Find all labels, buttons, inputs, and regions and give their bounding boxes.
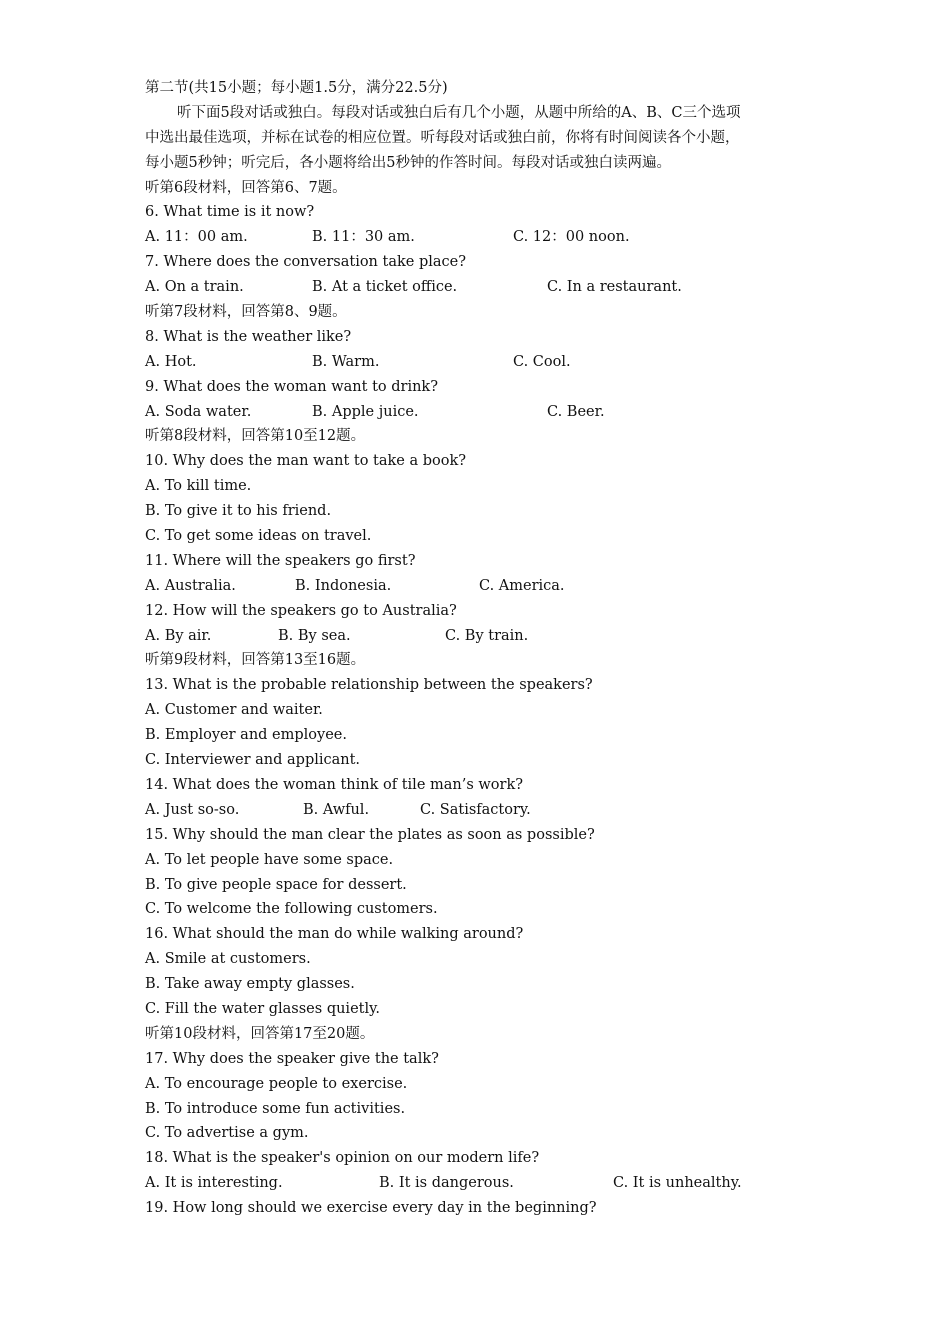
option-c: C. America.: [479, 577, 565, 594]
question-9-options: [145, 400, 845, 425]
question-7-stem: 7. Where does the conversation take place?: [145, 254, 466, 271]
question-16-option-a: A. Smile at customers.: [145, 951, 311, 968]
part-heading-9: 听第9段材料，回答第13至16题。: [145, 652, 366, 669]
question-11-options: [145, 574, 845, 599]
question-8-options: [145, 350, 845, 375]
question-11-stem: 11. Where will the speakers go first?: [145, 552, 416, 569]
option-b: B. By sea.: [278, 627, 351, 644]
option-c: C. It is unhealthy.: [613, 1175, 742, 1192]
option-c: C. 12：00 noon.: [513, 229, 630, 246]
question-10-stem: 10. Why does the man want to take a book?: [145, 453, 467, 470]
option-c: C. In a restaurant.: [547, 279, 682, 296]
question-17-option-b: B. To introduce some fun activities.: [145, 1100, 406, 1117]
question-8-stem: 8. What is the weather like?: [145, 328, 352, 345]
option-c: C. By train.: [445, 627, 529, 644]
question-16-option-b: B. Take away empty glasses.: [145, 976, 355, 993]
question-6-stem: 6. What time is it now?: [145, 204, 315, 221]
question-13-option-c: C. Interviewer and applicant.: [145, 752, 361, 769]
question-15-option-b: B. To give people space for dessert.: [145, 876, 407, 893]
question-12-stem: 12. How will the speakers go to Australia?: [145, 602, 457, 619]
question-17-option-c: C. To advertise a gym.: [145, 1125, 309, 1142]
question-10-option-a: A. To kill time.: [145, 478, 252, 495]
question-15-stem: 15. Why should the man clear the plates as soon as possible?: [145, 826, 595, 843]
question-13-option-a: A. Customer and waiter.: [145, 702, 323, 719]
question-13-stem: 13. What is the probable relationship between the speakers?: [145, 677, 593, 694]
option-a: A. On a train.: [145, 279, 244, 296]
part-heading-6: 听第6段材料，回答第6、7题。: [145, 179, 347, 196]
option-c: C. Satisfactory.: [420, 801, 531, 818]
option-b: B. At a ticket office.: [312, 279, 458, 296]
part-heading-8: 听第8段材料，回答第10至12题。: [145, 428, 366, 445]
option-b: B. Warm.: [312, 353, 380, 370]
option-c: C. Cool.: [513, 353, 571, 370]
question-17-option-a: A. To encourage people to exercise.: [145, 1075, 408, 1092]
option-c: C. Beer.: [547, 403, 605, 420]
part-heading-10: 听第10段材料，回答第17至20题。: [145, 1025, 375, 1042]
question-19-stem: 19. How long should we exercise every day in the beginning?: [145, 1200, 597, 1217]
option-b: B. It is dangerous.: [379, 1175, 514, 1192]
question-14-options: [145, 798, 845, 823]
instructions-line-2: 中选出最佳选项，并标在试卷的相应位置。听每段对话或独白前，你将有时间阅读各个小题，: [145, 129, 740, 146]
part-heading-7: 听第7段材料，回答第8、9题。: [145, 304, 347, 321]
question-16-stem: 16. What should the man do while walking around?: [145, 926, 524, 943]
option-a: A. It is interesting.: [145, 1175, 283, 1192]
question-15-option-c: C. To welcome the following customers.: [145, 901, 438, 918]
question-15-option-a: A. To let people have some space.: [145, 851, 394, 868]
question-13-option-b: B. Employer and employee.: [145, 727, 347, 744]
question-18-options: [145, 1171, 845, 1196]
instructions-line-3: 每小题5秒钟；听完后，各小题将给出5秒钟的作答时间。每段对话或独白读两遍。: [145, 154, 671, 171]
question-6-options: [145, 225, 845, 250]
question-17-stem: 17. Why does the speaker give the talk?: [145, 1050, 439, 1067]
option-a: A. 11：00 am.: [145, 229, 248, 246]
option-a: A. Just so-so.: [145, 801, 240, 818]
question-7-options: [145, 275, 845, 300]
option-a: A. Soda water.: [145, 403, 252, 420]
question-12-options: [145, 624, 845, 649]
question-9-stem: 9. What does the woman want to drink?: [145, 378, 438, 395]
option-a: A. Australia.: [145, 577, 236, 594]
option-b: B. Apple juice.: [312, 403, 419, 420]
question-14-stem: 14. What does the woman think of tile man’s work?: [145, 776, 524, 793]
instructions-line-1: 听下面5段对话或独白。每段对话或独白后有几个小题，从题中所给的A、B、C三个选项: [177, 104, 741, 121]
exam-page: [145, 76, 845, 1221]
option-a: A. Hot.: [145, 353, 197, 370]
question-18-stem: 18. What is the speaker's opinion on our modern life?: [145, 1150, 540, 1167]
option-b: B. Awful.: [303, 801, 370, 818]
question-10-option-b: B. To give it to his friend.: [145, 503, 332, 520]
question-10-option-c: C. To get some ideas on travel.: [145, 528, 372, 545]
question-16-option-c: C. Fill the water glasses quietly.: [145, 1000, 380, 1017]
option-a: A. By air.: [145, 627, 212, 644]
section-header: 第二节(共15小题；每小题1.5分，满分22.5分): [145, 80, 448, 96]
option-b: B. Indonesia.: [295, 577, 392, 594]
option-b: B. 11：30 am.: [312, 229, 415, 246]
